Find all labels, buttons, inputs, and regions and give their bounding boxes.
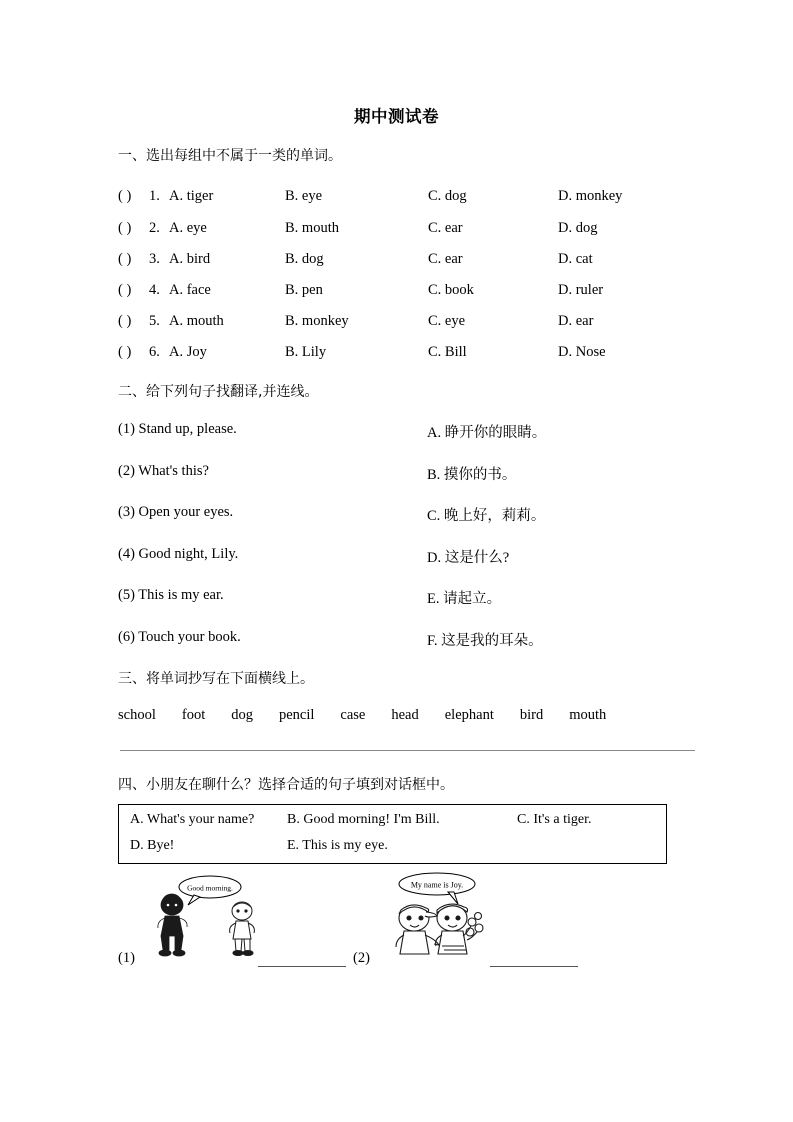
question-number: 6. xyxy=(149,344,160,360)
option-a[interactable]: A. tiger xyxy=(169,188,214,204)
match-right-item-b[interactable]: B. 摸你的书。 xyxy=(427,467,517,483)
option-c[interactable]: C. Bill xyxy=(428,344,467,360)
option-b[interactable]: B. eye xyxy=(285,188,323,204)
child-figure-girl xyxy=(436,904,483,954)
match-right-item-f[interactable]: F. 这是我的耳朵。 xyxy=(427,633,543,649)
speech-bubble-2 xyxy=(399,873,475,904)
option-a[interactable]: A. mouth xyxy=(169,313,224,329)
option-d[interactable]: D. ear xyxy=(558,313,594,329)
word-item: bird xyxy=(519,707,544,723)
option-b[interactable]: B. mouth xyxy=(285,220,339,236)
option-d[interactable]: D. monkey xyxy=(558,188,623,204)
word-item: mouth xyxy=(569,707,607,723)
writing-line xyxy=(120,750,695,751)
option-b[interactable]: B. Lily xyxy=(285,344,327,360)
choice-option-c[interactable]: C. It's a tiger. xyxy=(517,812,592,827)
question-number: 3. xyxy=(149,251,160,267)
option-b[interactable]: B. dog xyxy=(285,251,324,267)
choice-row-1 xyxy=(119,812,666,838)
match-left-item-4[interactable]: (4) Good night, Lily. xyxy=(118,546,239,562)
match-right-item-c[interactable]: C. 晚上好，莉莉。 xyxy=(427,508,546,524)
option-d[interactable]: D. Nose xyxy=(558,344,606,360)
option-d[interactable]: D. dog xyxy=(558,220,598,236)
option-a[interactable]: A. Joy xyxy=(169,344,207,360)
option-a[interactable]: A. eye xyxy=(169,220,207,236)
question-number: 1. xyxy=(149,188,160,204)
match-left-item-2[interactable]: (2) What's this? xyxy=(118,463,209,479)
option-c[interactable]: C. dog xyxy=(428,188,467,204)
section-3-heading: 三、将单词抄写在下面横线上。 xyxy=(118,671,314,687)
question-number: 2. xyxy=(149,220,160,236)
option-a[interactable]: A. bird xyxy=(169,251,211,267)
answer-paren[interactable]: ( ) xyxy=(118,188,132,204)
answer-paren[interactable]: ( ) xyxy=(118,220,132,236)
match-left-item-1[interactable]: (1) Stand up, please. xyxy=(118,421,237,437)
option-c[interactable]: C. book xyxy=(428,282,474,298)
illustration-good-morning xyxy=(148,874,270,960)
mc-question-1 xyxy=(118,188,758,208)
answer-paren[interactable]: ( ) xyxy=(118,344,132,360)
word-item: pencil xyxy=(278,707,315,723)
choice-option-e[interactable]: E. This is my eye. xyxy=(287,838,388,853)
illustration-my-name-is-joy xyxy=(382,870,500,960)
child-figure-left xyxy=(158,894,187,956)
option-b[interactable]: B. monkey xyxy=(285,313,349,329)
answer-blank-1[interactable] xyxy=(258,966,346,967)
page-title: 期中测试卷 xyxy=(354,107,439,126)
child-figure-right xyxy=(230,902,255,956)
choice-row-2 xyxy=(119,838,666,864)
question-number: 5. xyxy=(149,313,160,329)
section-2-heading: 二、给下列句子找翻译,并连线。 xyxy=(118,384,319,400)
word-item: elephant xyxy=(444,707,494,723)
choice-option-a[interactable]: A. What's your name? xyxy=(130,812,255,827)
match-left-item-6[interactable]: (6) Touch your book. xyxy=(118,629,241,645)
option-d[interactable]: D. ruler xyxy=(558,282,604,298)
child-figure-boy xyxy=(396,905,443,954)
choice-option-d[interactable]: D. Bye! xyxy=(130,838,175,853)
question-number: 4. xyxy=(149,282,160,298)
mc-question-2 xyxy=(118,220,758,240)
option-d[interactable]: D. cat xyxy=(558,251,593,267)
picture-label-1: (1) xyxy=(118,950,135,966)
word-item: head xyxy=(391,707,419,723)
option-b[interactable]: B. pen xyxy=(285,282,323,298)
section-4-heading: 四、小朋友在聊什么？选择合适的句子填到对话框中。 xyxy=(118,777,454,793)
svg-text:Good morning.: Good morning. xyxy=(187,883,233,893)
option-c[interactable]: C. eye xyxy=(428,313,466,329)
answer-paren[interactable]: ( ) xyxy=(118,313,132,329)
match-right-item-d[interactable]: D. 这是什么? xyxy=(427,550,510,566)
word-item: school xyxy=(118,707,156,723)
option-a[interactable]: A. face xyxy=(169,282,211,298)
word-list xyxy=(118,707,718,724)
match-right-item-a[interactable]: A. 睁开你的眼睛。 xyxy=(427,425,547,441)
option-c[interactable]: C. ear xyxy=(428,220,463,236)
answer-paren[interactable]: ( ) xyxy=(118,282,132,298)
speech-bubble-1 xyxy=(179,876,241,905)
mc-question-4 xyxy=(118,282,758,302)
picture-label-2: (2) xyxy=(353,950,370,966)
match-right-item-e[interactable]: E. 请起立。 xyxy=(427,591,502,607)
section-1-heading: 一、选出每组中不属于一类的单词。 xyxy=(118,148,342,164)
answer-paren[interactable]: ( ) xyxy=(118,251,132,267)
svg-text:My name is Joy.: My name is Joy. xyxy=(410,880,464,890)
choice-option-b[interactable]: B. Good morning! I'm Bill. xyxy=(287,812,440,827)
mc-question-5 xyxy=(118,313,758,333)
word-item: case xyxy=(340,707,366,723)
choice-box xyxy=(118,804,667,864)
word-item: foot xyxy=(181,707,206,723)
answer-blank-2[interactable] xyxy=(490,966,578,967)
match-left-item-5[interactable]: (5) This is my ear. xyxy=(118,587,224,603)
option-c[interactable]: C. ear xyxy=(428,251,463,267)
mc-question-3 xyxy=(118,251,758,271)
mc-question-6 xyxy=(118,344,758,364)
match-left-item-3[interactable]: (3) Open your eyes. xyxy=(118,504,234,520)
word-item: dog xyxy=(231,707,253,723)
